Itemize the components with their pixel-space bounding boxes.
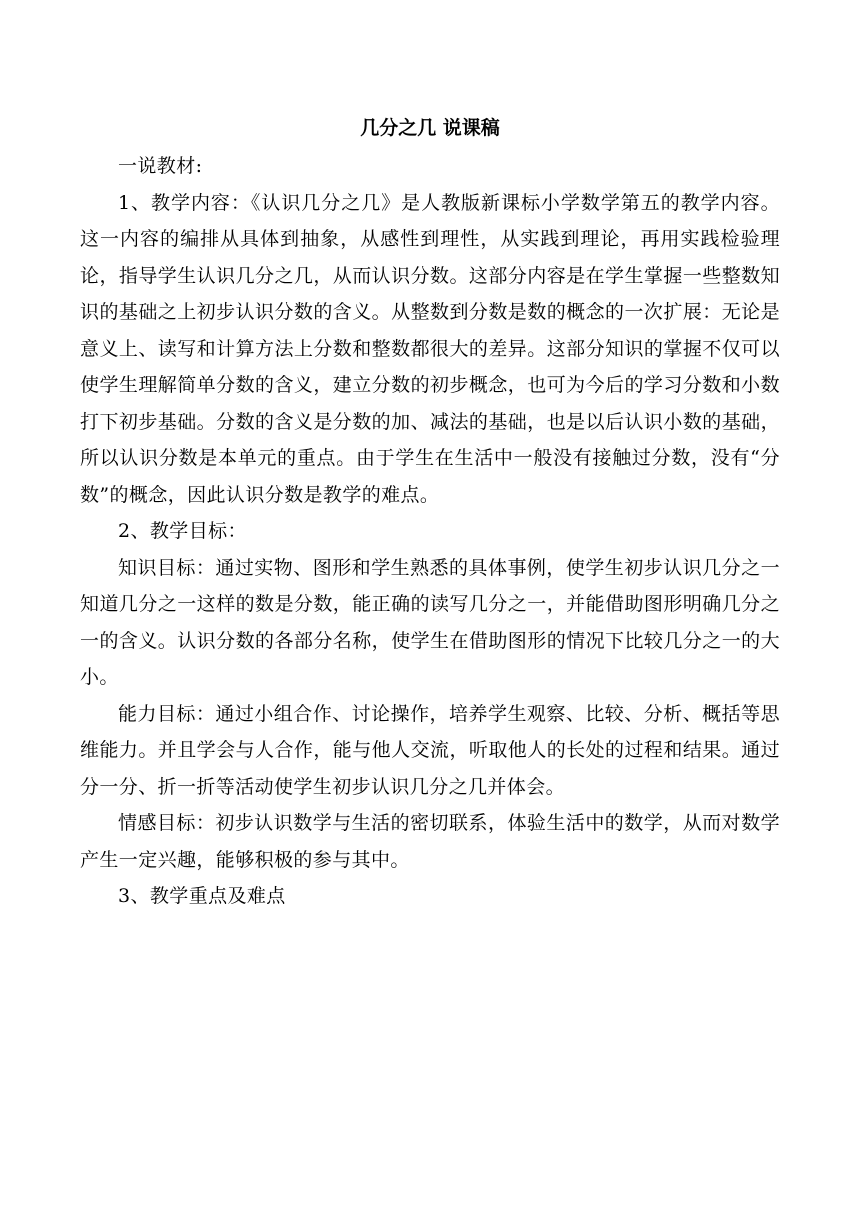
section-heading-textbook: 一说教材:: [118, 155, 203, 177]
paragraph-teaching-content: 1、教学内容：《认识几分之几》是人教版新课标小学数学第五的教学内容。这一内容的编排从具体到抽象，从感性到理性，从实践到理论，再用实践检验理论，指导学生认识几分之几，从而认识分数。这部分内容是在学生掌握一些整数知识的基础之上初步认识分数的含义。从整数到分数是数的概念的一次扩展：无论是意义上、读写和计算方法上分数和整数都很大的差异。这部分知识的掌握不仅可以使学生理解简单分数的含义，建立分数的初步概念，也可为今后的学习分数和小数打下初步基础。分数的含义是分数的加、减法的基础，也是以后认识小数的基础，所以认识分数是本单元的重点。由于学生在生活中一般没有接触过分数，没有“分数”的概念，因此认识分数是教学的难点。: [80, 191, 780, 506]
page-title: 几分之几 说课稿: [360, 117, 500, 139]
section-heading-key-points: 3、教学重点及难点: [118, 885, 286, 907]
paragraph-emotion-goal: 情感目标：初步认识数学与生活的密切联系，体验生活中的数学，从而对数学产生一定兴趣，能够积极的参与其中。: [80, 812, 780, 871]
paragraph-ability-goal: 能力目标：通过小组合作、讨论操作，培养学生观察、比较、分析、概括等思维能力。并且学会与人合作，能与他人交流，听取他人的长处的过程和结果。通过分一分、折一折等活动使学生初步认识几分之几并体会。: [80, 702, 780, 798]
document-page: [80, 112, 780, 915]
paragraph-knowledge-goal: 知识目标：通过实物、图形和学生熟悉的具体事例，使学生初步认识几分之一知道几分之一这样的数是分数，能正确的读写几分之一，并能借助图形明确几分之一的含义。认识分数的各部分名称，使学生在借助图形的情况下比较几分之一的大小。: [80, 556, 780, 688]
section-heading-teaching-goals: 2、教学目标：: [118, 520, 247, 542]
